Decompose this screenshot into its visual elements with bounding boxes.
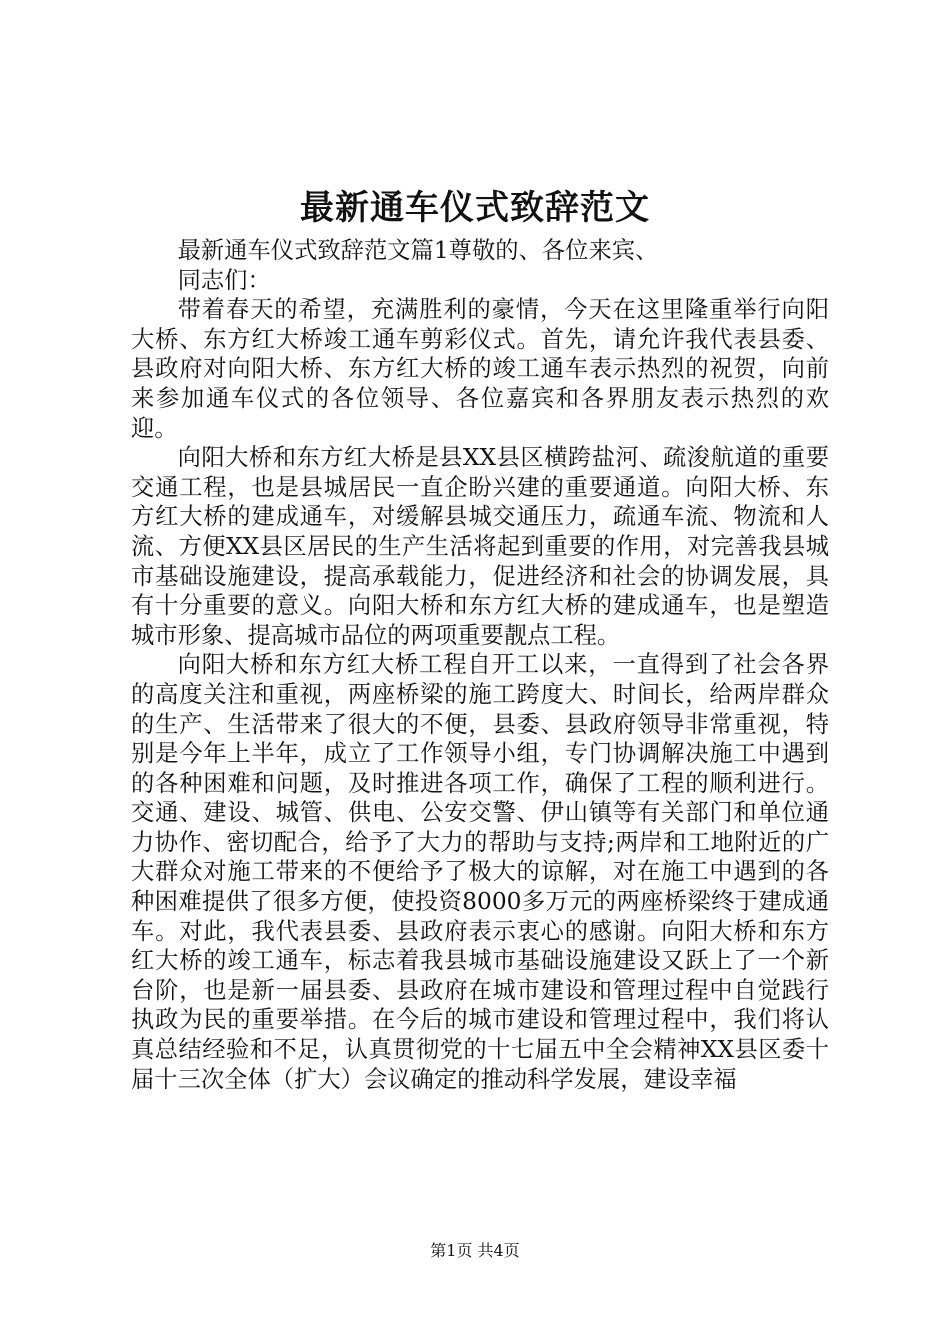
- body-paragraph: 带着春天的希望，充满胜利的豪情，今天在这里隆重举行向阳大桥、东方红大桥竣工通车剪彩仪式。首先，请允许我代表县委、县政府对向阳大桥、东方红大桥的竣工通车表示热烈的祝贺，向前来参加通车仪式的各位领导、各位嘉宾和各界朋友表示热烈的欢迎。: [131, 296, 829, 442]
- body-paragraph: 向阳大桥和东方红大桥工程自开工以来，一直得到了社会各界的高度关注和重视，两座桥梁的施工跨度大、时间长，给两岸群众的生产、生活带来了很大的不便，县委、县政府领导非常重视，特别是今年上半年，成立了工作领导小组，专门协调解决施工中遇到的各种困难和问题，及时推进各项工作，确保了工程的顺利进行。交通、建设、城管、供电、公安交警、伊山镇等有关部门和单位通力协作、密切配合，给予了大力的帮助与支持;两岸和工地附近的广大群众对施工带来的不便给予了极大的谅解，对在施工中遇到的各种困难提供了很多方便，使投资8000多万元的两座桥梁终于建成通车。对此，我代表县委、县政府表示衷心的感谢。向阳大桥和东方红大桥的竣工通车，标志着我县城市基础设施建设又跃上了一个新台阶，也是新一届县委、县政府在城市建设和管理过程中自觉践行执政为民的重要举措。在今后的城市建设和管理过程中，我们将认真总结经验和不足，认真贯彻党的十七届五中全会精神XX县区委十届十三次全体（扩大）会议确定的推动科学发展，建设幸福: [131, 651, 829, 1093]
- intro-paragraph: 最新通车仪式致辞范文篇1尊敬的、各位来宾、: [177, 237, 659, 264]
- page-number-footer: 第1页 共4页: [430, 1241, 520, 1260]
- document-title: 最新通车仪式致辞范文: [300, 188, 650, 228]
- document-body: [131, 236, 829, 1094]
- salutation-paragraph: 同志们：: [177, 266, 271, 294]
- body-paragraph: 向阳大桥和东方红大桥是县XX县区横跨盐河、疏浚航道的重要交通工程，也是县城居民一直企盼兴建的重要通道。向阳大桥、东方红大桥的建成通车，对缓解县城交通压力，疏通车流、物流和人流、方便XX县区居民的生产生活将起到重要的作用，对完善我县城市基础设施建设，提高承载能力，促进经济和社会的协调发展，具有十分重要的意义。向阳大桥和东方红大桥的建成通车，也是塑造城市形象、提高城市品位的两项重要靓点工程。: [131, 444, 829, 649]
